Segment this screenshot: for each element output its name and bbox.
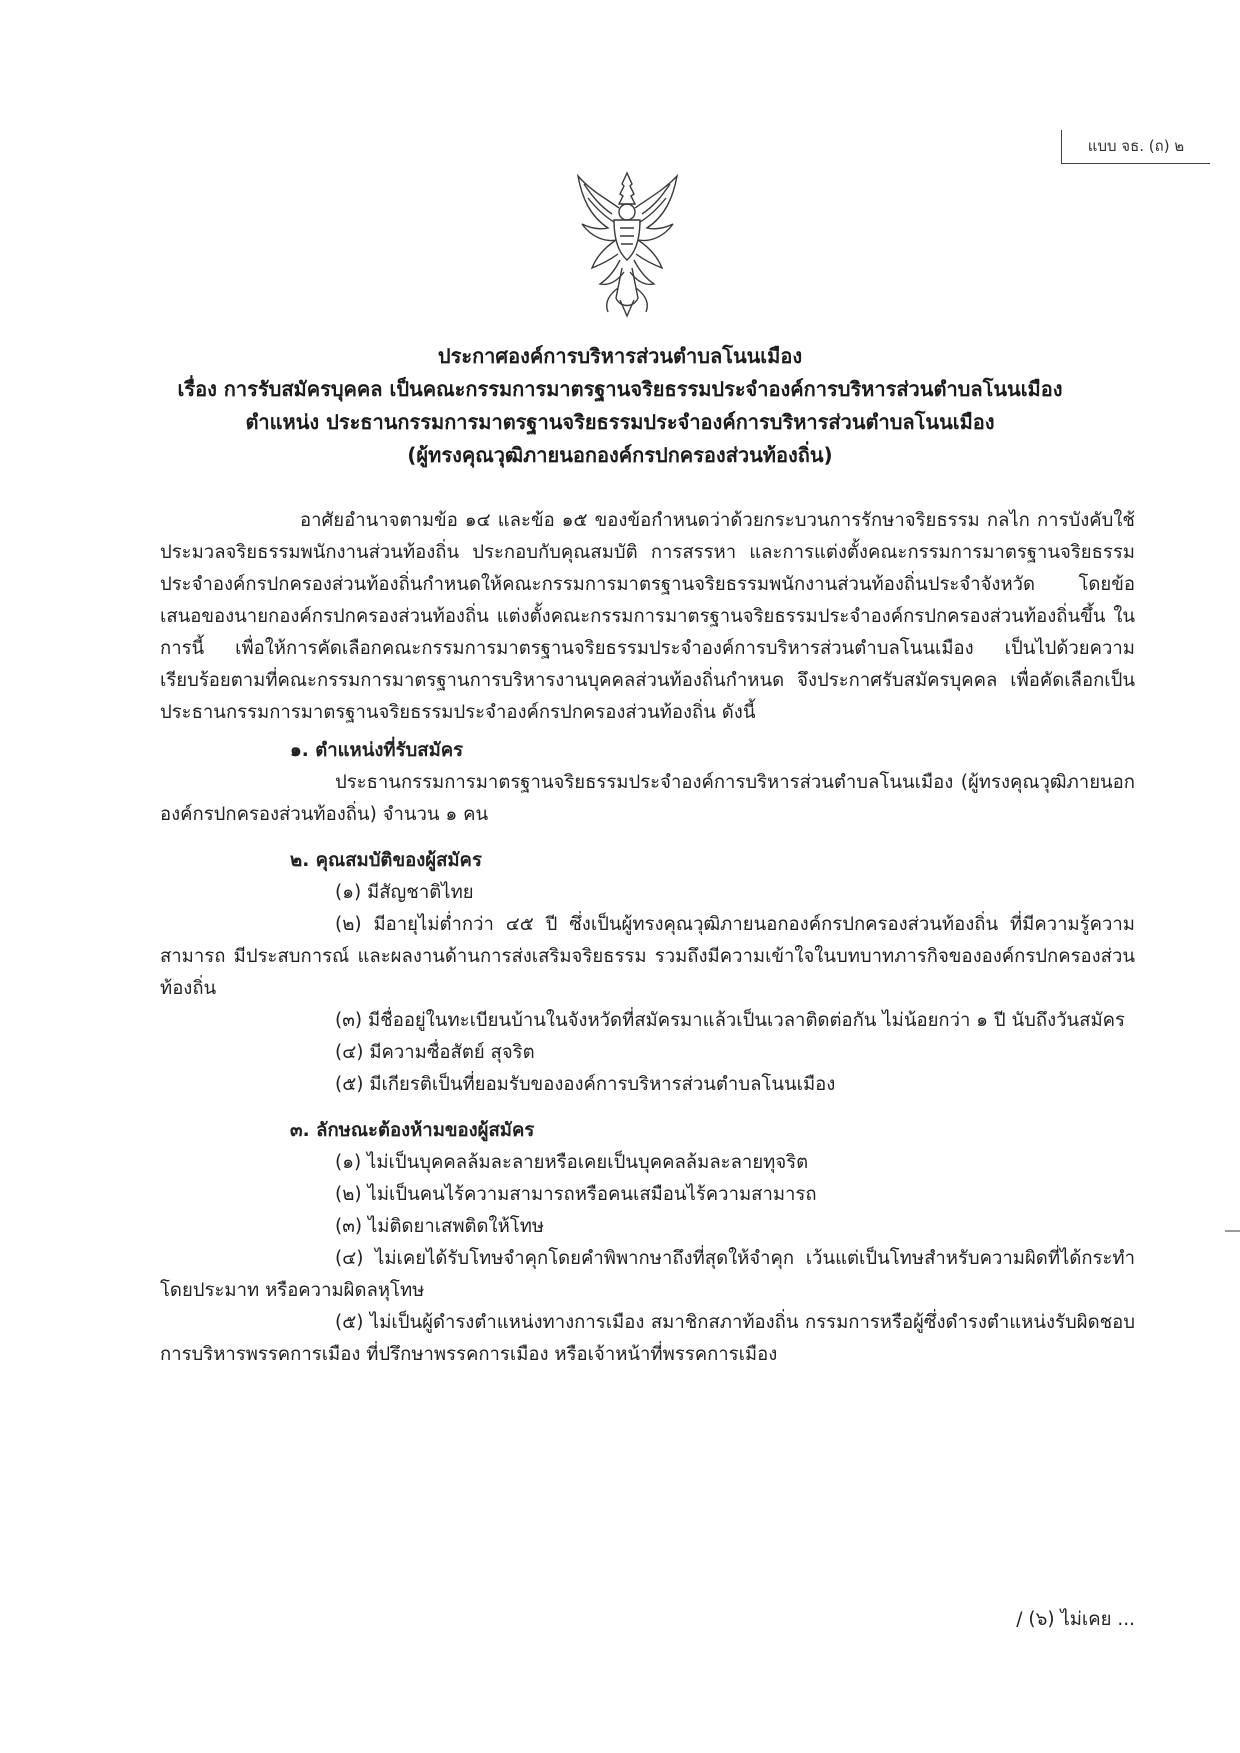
qualification-item: (๔) มีความซื่อสัตย์ สุจริต	[335, 1042, 535, 1063]
garuda-emblem-icon	[570, 168, 685, 318]
prohibition-item: (๑) ไม่เป็นบุคคลล้มละลายหรือเคยเป็นบุคคลล้มละลายทุจริต	[335, 1152, 809, 1173]
prohibition-item: (๒) ไม่เป็นคนไร้ความสามารถหรือคนเสมือนไร้ความสามารถ	[335, 1184, 817, 1205]
announcement-title-block	[160, 340, 1080, 472]
announcement-body	[160, 505, 1135, 1371]
prohibition-item: (๔) ไม่เคยได้รับโทษจำคุกโดยคำพิพากษาถึงที่สุดให้จำคุก เว้นแต่เป็นโทษสำหรับความผิดที่ได้กระทำโดยประมาท หรือความผิดลหุโทษ	[160, 1248, 1135, 1301]
qualification-item: (๑) มีสัญชาติไทย	[335, 882, 474, 903]
title-line-3: ตำแหน่ง ประธานกรรมการมาตรฐานจริยธรรมประจำองค์การบริหารส่วนตำบลโนนเมือง	[245, 410, 995, 434]
continuation-note: / (๖) ไม่เคย ...	[1016, 1609, 1135, 1630]
section-1-heading: ๑. ตำแหน่งที่รับสมัคร	[290, 740, 464, 761]
title-line-2: เรื่อง การรับสมัครบุคคล เป็นคณะกรรมการมาตรฐานจริยธรรมประจำองค์การบริหารส่วนตำบลโนนเมือง	[177, 377, 1063, 401]
section-1-text: ประธานกรรมการมาตรฐานจริยธรรมประจำองค์การบริหารส่วนตำบลโนนเมือง (ผู้ทรงคุณวุฒิภายนอกองค์กรปกครองส่วนท้องถิ่น) จำนวน ๑ คน	[160, 772, 1135, 825]
prohibition-item: (๕) ไม่เป็นผู้ดำรงตำแหน่งทางการเมือง สมาชิกสภาท้องถิ่น กรรมการหรือผู้ซึ่งดำรงตำแหน่งรับผิดชอบการบริหารพรรคการเมือง ที่ปรึกษาพรรคการเมือง หรือเจ้าหน้าที่พรรคการเมือง	[160, 1312, 1135, 1365]
qualification-item: (๓) มีชื่ออยู่ในทะเบียนบ้านในจังหวัดที่สมัครมาแล้วเป็นเวลาติดต่อกัน ไม่น้อยกว่า ๑ ปี นับถึงวันสมัคร	[335, 1010, 1125, 1031]
section-2-heading: ๒. คุณสมบัติของผู้สมัคร	[290, 850, 482, 871]
section-3-heading: ๓. ลักษณะต้องห้ามของผู้สมัคร	[290, 1120, 535, 1141]
intro-paragraph: อาศัยอำนาจตามข้อ ๑๔ และข้อ ๑๕ ของข้อกำหนดว่าด้วยกระบวนการรักษาจริยธรรม กลไก การบังคับใช้ประมวลจริยธรรมพนักงานส่วนท้องถิ่น ประกอบกับคุณสมบัติ การสรรหา และการแต่งตั้งคณะกรรมการมาตรฐานจริยธรรมประจำองค์กรปกครองส่วนท้องถิ่นกำหนดให้คณะกรรมการมาตรฐานจริยธรรมพนักงานส่วนท้องถิ่นประจำจังหวัด โดยข้อเสนอของนายกองค์กรปกครองส่วนท้องถิ่น แต่งตั้งคณะกรรมการมาตรฐานจริยธรรมประจำองค์กรปกครองส่วนท้องถิ่นขึ้น ในการนี้ เพื่อให้การคัดเลือกคณะกรรมการมาตรฐานจริยธรรมประจำองค์การบริหารส่วนตำบลโนนเมือง เป็นไปด้วยความเรียบร้อยตามที่คณะกรรมการมาตรฐานการบริหารงานบุคคลส่วนท้องถิ่นกำหนด จึงประกาศรับสมัครบุคคล เพื่อคัดเลือกเป็นประธานกรรมการมาตรฐานจริยธรรมประจำองค์กรปกครองส่วนท้องถิ่น ดังนี้	[160, 510, 1135, 723]
form-code-box	[1061, 130, 1210, 164]
prohibition-item: (๓) ไม่ติดยาเสพติดให้โทษ	[335, 1216, 545, 1237]
qualification-item: (๕) มีเกียรติเป็นที่ยอมรับขององค์การบริหารส่วนตำบลโนนเมือง	[335, 1074, 836, 1095]
title-line-4: (ผู้ทรงคุณวุฒิภายนอกองค์กรปกครองส่วนท้องถิ่น)	[407, 443, 833, 467]
qualification-item: (๒) มีอายุไม่ต่ำกว่า ๔๕ ปี ซึ่งเป็นผู้ทรงคุณวุฒิภายนอกองค์กรปกครองส่วนท้องถิ่น ที่มีความรู้ความสามารถ มีประสบการณ์ และผลงานด้านการส่งเสริมจริยธรรม รวมถึงมีความเข้าใจในบทบาทภารกิจขององค์กรปกครองส่วนท้องถิ่น	[160, 914, 1135, 999]
form-code: แบบ จธ. (ถ) ๒	[1087, 137, 1185, 155]
title-line-1: ประกาศองค์การบริหารส่วนตำบลโนนเมือง	[437, 344, 803, 368]
margin-mark	[1225, 1230, 1240, 1232]
